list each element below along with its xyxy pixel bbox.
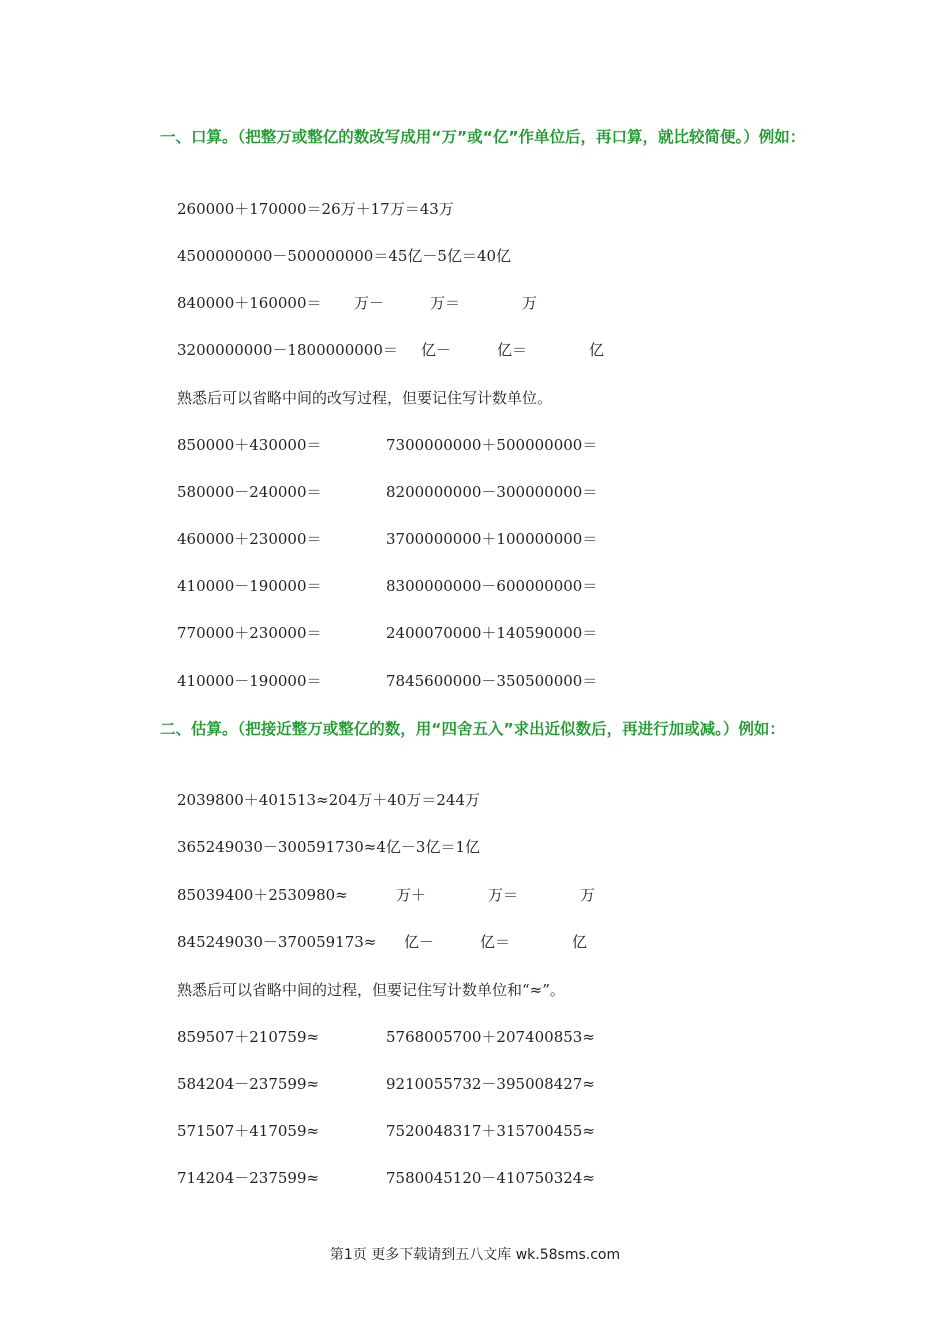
problem-right: 7845600000－350500000＝ (386, 672, 598, 690)
fill-unit: 亿－ (421, 341, 452, 359)
problem-right: 7580045120－410750324≈ (386, 1169, 595, 1187)
section1-example-1: 260000＋170000＝26万＋17万＝43万 (177, 200, 454, 218)
problem-right: 2400070000＋140590000＝ (386, 624, 598, 642)
fill-unit: 万 (580, 886, 596, 904)
section2-example-1: 2039800＋401513≈204万＋40万＝244万 (177, 791, 480, 809)
problem-left: 460000＋230000＝ (177, 530, 322, 548)
section2-example-2: 365249030－300591730≈4亿－3亿＝1亿 (177, 838, 480, 856)
fill-expression: 85039400＋2530980≈ (177, 886, 348, 904)
page-footer: 第1页 更多下载请到五八文库 wk.58sms.com (329, 1247, 621, 1263)
section1-example-2: 4500000000－500000000＝45亿－5亿＝40亿 (177, 247, 512, 265)
fill-unit: 万＝ (430, 294, 461, 312)
fill-unit: 万－ (354, 294, 385, 312)
problem-right: 3700000000＋100000000＝ (386, 530, 598, 548)
section2-note: 熟悉后可以省略中间的过程，但要记住写计数单位和“≈”。 (177, 981, 565, 999)
section1-note: 熟悉后可以省略中间的改写过程，但要记住写计数单位。 (177, 389, 553, 407)
problem-left: 571507＋417059≈ (177, 1122, 320, 1140)
fill-expression: 845249030－370059173≈ (177, 933, 377, 951)
fill-expression: 840000＋160000＝ (177, 294, 322, 312)
fill-unit: 亿＝ (480, 933, 511, 951)
fill-unit: 万 (522, 294, 538, 312)
fill-unit: 万＝ (488, 886, 519, 904)
problem-left: 580000－240000＝ (177, 483, 322, 501)
fill-unit: 亿－ (404, 933, 435, 951)
problem-right: 7300000000＋500000000＝ (386, 436, 598, 454)
section2-heading: 二、估算。（把接近整万或整亿的数，用“四舍五入”求出近似数后，再进行加或减。）例如： (160, 720, 785, 738)
problem-right: 8300000000－600000000＝ (386, 577, 598, 595)
fill-unit: 亿＝ (497, 341, 528, 359)
problem-left: 714204－237599≈ (177, 1169, 320, 1187)
fill-unit: 万＋ (396, 886, 427, 904)
fill-expression: 3200000000－1800000000＝ (177, 341, 398, 359)
problem-left: 584204－237599≈ (177, 1075, 320, 1093)
problem-right: 7520048317＋315700455≈ (386, 1122, 595, 1140)
problem-right: 8200000000－300000000＝ (386, 483, 598, 501)
fill-unit: 亿 (589, 341, 605, 359)
problem-left: 410000－190000＝ (177, 577, 322, 595)
problem-left: 850000＋430000＝ (177, 436, 322, 454)
problem-left: 770000＋230000＝ (177, 624, 322, 642)
fill-unit: 亿 (572, 933, 588, 951)
problem-right: 5768005700＋207400853≈ (386, 1028, 595, 1046)
problem-right: 9210055732－395008427≈ (386, 1075, 595, 1093)
problem-left: 410000－190000＝ (177, 672, 322, 690)
section1-heading: 一、口算。（把整万或整亿的数改写成用“万”或“亿”作单位后，再口算，就比较简便。）例如： (160, 128, 806, 146)
problem-left: 859507＋210759≈ (177, 1028, 320, 1046)
